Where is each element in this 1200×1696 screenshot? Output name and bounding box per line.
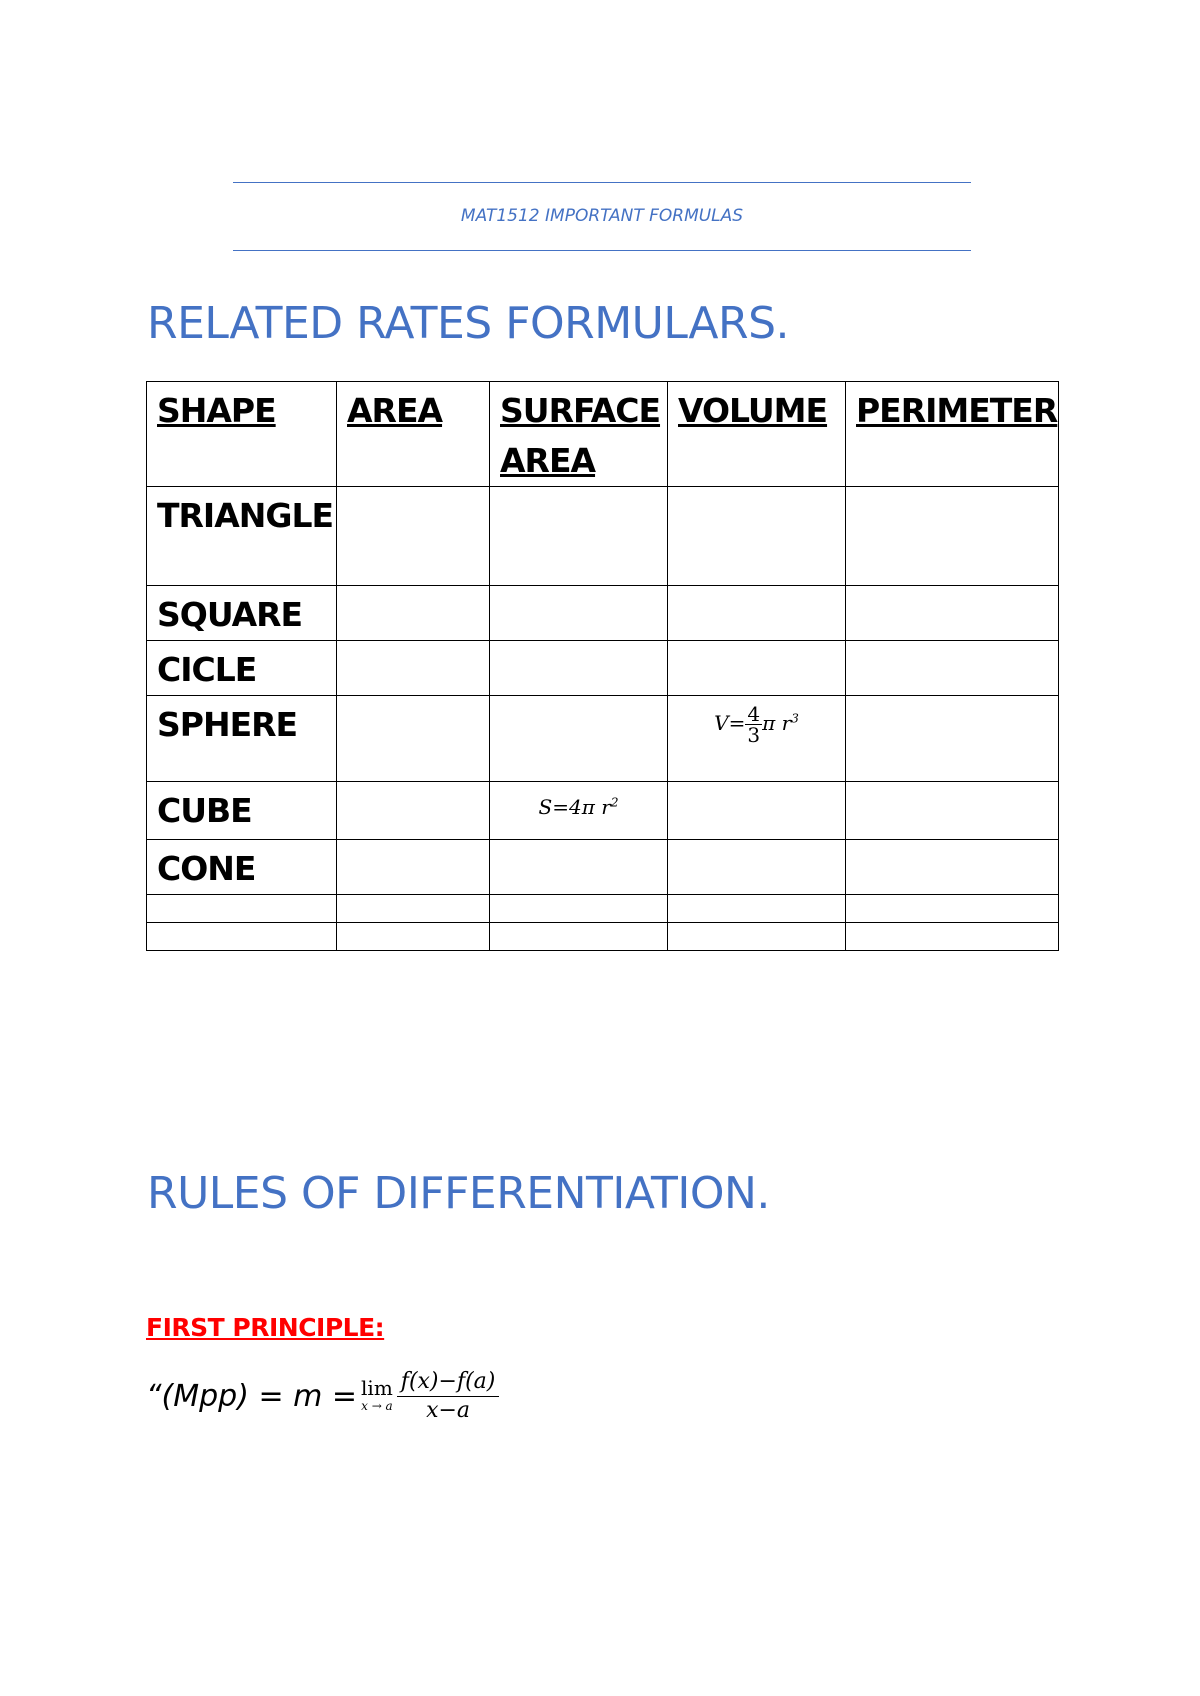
shape-cell: TRIANGLE bbox=[147, 487, 337, 586]
perimeter-cell bbox=[846, 840, 1059, 895]
table-row bbox=[147, 895, 1059, 923]
column-header-area: AREA bbox=[337, 382, 490, 487]
table-row bbox=[147, 923, 1059, 951]
area-cell bbox=[337, 923, 490, 951]
first-principle-label: FIRST PRINCIPLE: bbox=[146, 1313, 385, 1342]
table-header-row bbox=[147, 382, 1059, 487]
column-header-perimeter: PERIMETER bbox=[846, 382, 1059, 487]
surface-area-cell bbox=[490, 840, 668, 895]
column-header-shape: SHAPE bbox=[147, 382, 337, 487]
header-top-rule bbox=[233, 182, 971, 183]
volume-cell bbox=[668, 840, 846, 895]
volume-cell bbox=[668, 641, 846, 696]
surface-area-cell bbox=[490, 586, 668, 641]
limit-operator: lim x → a bbox=[361, 1375, 393, 1413]
area-cell bbox=[337, 487, 490, 586]
perimeter-cell bbox=[846, 641, 1059, 696]
sphere-volume-formula: V= $\frac{4}{3}$ π $r^3$ bbox=[714, 702, 799, 747]
shape-cell: CONE bbox=[147, 840, 337, 895]
table-row bbox=[147, 586, 1059, 641]
perimeter-cell bbox=[846, 696, 1059, 782]
related-rates-heading: RELATED RATES FORMULARS. bbox=[147, 298, 789, 349]
shape-cell: SQUARE bbox=[147, 586, 337, 641]
volume-cell bbox=[668, 782, 846, 840]
table-row bbox=[147, 641, 1059, 696]
difference-quotient: $\frac{f(x)-f(a)}{x-a}$ bbox=[397, 1368, 500, 1425]
perimeter-cell bbox=[846, 487, 1059, 586]
table-row bbox=[147, 696, 1059, 782]
area-cell bbox=[337, 895, 490, 923]
volume-cell bbox=[668, 586, 846, 641]
area-cell bbox=[337, 782, 490, 840]
surface-area-cell bbox=[490, 696, 668, 782]
area-cell bbox=[337, 586, 490, 641]
differentiation-heading: RULES OF DIFFERENTIATION. bbox=[147, 1168, 770, 1219]
perimeter-cell bbox=[846, 895, 1059, 923]
perimeter-cell bbox=[846, 782, 1059, 840]
shape-cell bbox=[147, 923, 337, 951]
table-row bbox=[147, 840, 1059, 895]
table-row bbox=[147, 782, 1059, 840]
volume-cell bbox=[668, 696, 846, 782]
header-bottom-rule bbox=[233, 250, 971, 251]
perimeter-cell bbox=[846, 586, 1059, 641]
surface-area-cell bbox=[490, 895, 668, 923]
area-cell bbox=[337, 840, 490, 895]
area-cell bbox=[337, 641, 490, 696]
surface-area-cell bbox=[490, 487, 668, 586]
area-cell bbox=[337, 696, 490, 782]
shape-cell bbox=[147, 895, 337, 923]
first-principle-formula bbox=[146, 1368, 499, 1425]
cube-surface-area-formula: S=4π $r^2$ bbox=[538, 794, 619, 819]
column-header-volume: VOLUME bbox=[668, 382, 846, 487]
volume-cell bbox=[668, 487, 846, 586]
table-row bbox=[147, 487, 1059, 586]
volume-cell bbox=[668, 923, 846, 951]
volume-cell bbox=[668, 895, 846, 923]
surface-area-cell bbox=[490, 782, 668, 840]
surface-area-cell bbox=[490, 923, 668, 951]
perimeter-cell bbox=[846, 923, 1059, 951]
column-header-surface-area: SURFACE AREA bbox=[490, 382, 668, 487]
surface-area-cell bbox=[490, 641, 668, 696]
formulas-table bbox=[146, 381, 1059, 951]
page-header-title: MAT1512 IMPORTANT FORMULAS bbox=[460, 206, 744, 226]
shape-cell: CICLE bbox=[147, 641, 337, 696]
formula-prefix: “(Mpp) = m = bbox=[146, 1379, 358, 1414]
shape-cell: CUBE bbox=[147, 782, 337, 840]
shape-cell: SPHERE bbox=[147, 696, 337, 782]
